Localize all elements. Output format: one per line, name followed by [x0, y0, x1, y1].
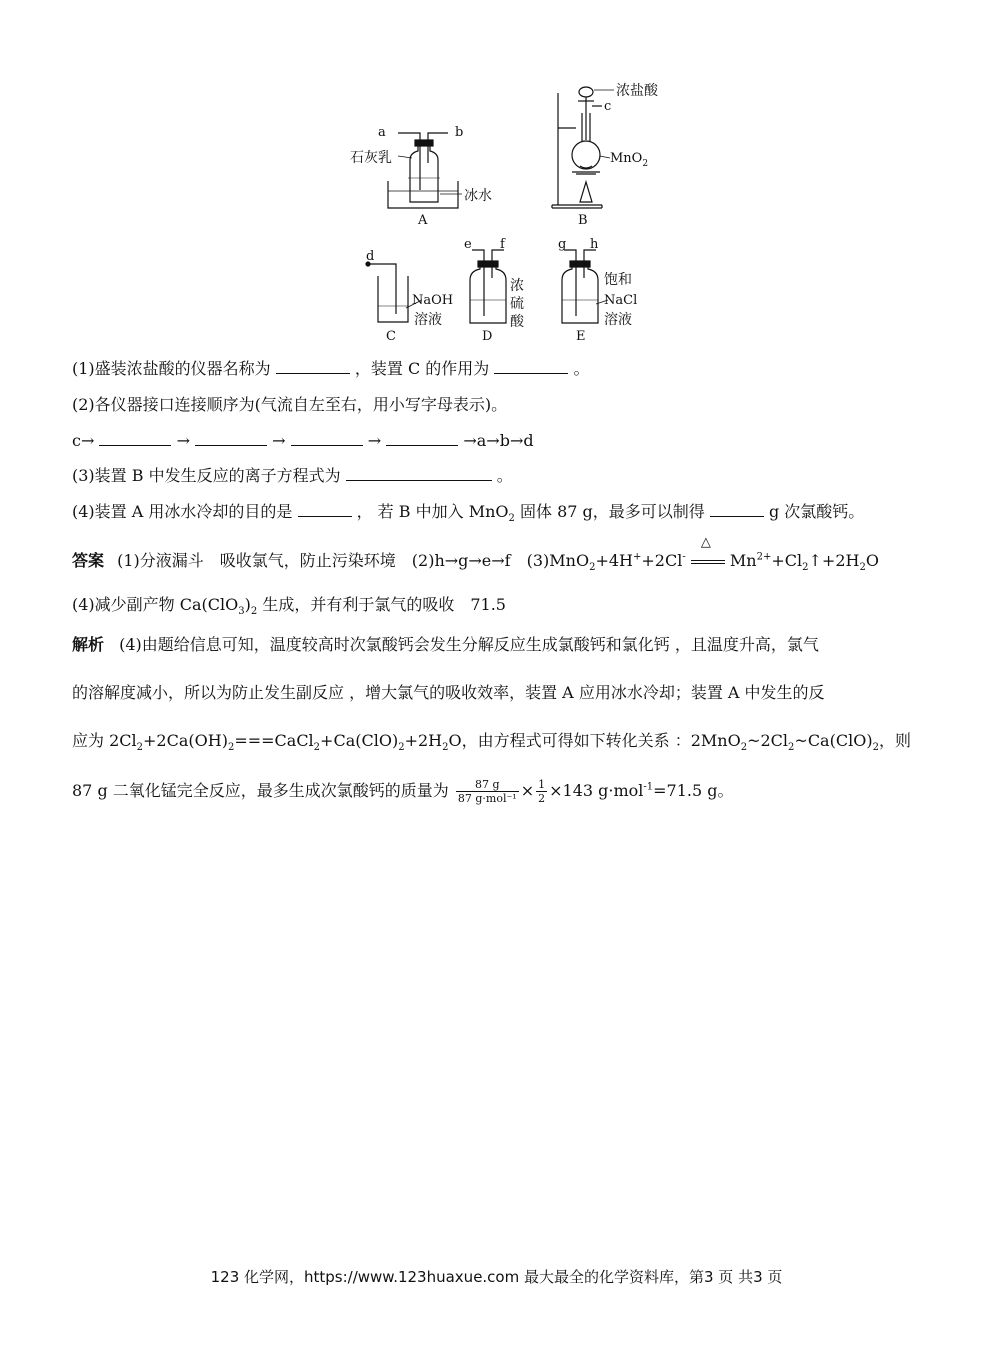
analysis-text-3c: ===CaCl [234, 731, 314, 750]
analysis-line-1 [72, 634, 819, 656]
analysis-text-3f: O，由方程式可得如下转化关系 ：2MnO [448, 731, 741, 750]
q1-text-b: ，装置 C 的作用为 [354, 359, 490, 378]
q1-text-c: 。 [573, 359, 590, 378]
alcohol-lamp [580, 182, 592, 202]
answer-part-4: Mn [729, 551, 757, 570]
label-b-port: b [455, 125, 464, 140]
label-apparatus-b: B [578, 213, 588, 228]
q1-text-a: (1)盛装浓盐酸的仪器名称为 [72, 359, 271, 378]
answer-line-1: 答案 (1)分液漏斗 吸收氯气，防止污染环境 (2)h→g→e→f (3)MnO$_2$+4H++2Cl- △ $Mn^{2+}+Cl_2↑+2H_2O$ [72, 550, 879, 572]
label-h-port: h [590, 237, 599, 252]
heating-equals-sign [691, 535, 725, 572]
answer-part-7: O [865, 551, 879, 570]
label-ice-water: 冰水 [464, 188, 492, 204]
analysis-text-3a: 应为 2Cl [72, 731, 137, 750]
analysis-text-4b: ×143 g·mol [549, 781, 644, 800]
fraction-2-numerator: 1 [538, 778, 546, 791]
answer-line-2: (4)减少副产物 $Ca(ClO_3)_2$ 生成，并有利于氯气的吸收 71.5 [72, 595, 506, 618]
q4-blank-2[interactable] [710, 502, 764, 517]
q2-arrow-2: → [272, 431, 286, 450]
round-flask-b [572, 141, 600, 169]
q2-blank-4[interactable] [386, 431, 458, 446]
label-nacl-2: NaCl [604, 293, 638, 308]
q2-blank-3[interactable] [291, 431, 363, 446]
analysis-text-3b: +2Ca(OH) [143, 731, 228, 750]
q3-text-b: 。 [496, 466, 513, 485]
label-nacl-1: 饱和 [604, 272, 632, 288]
label-naoh: NaOH [412, 293, 454, 308]
page-footer [0, 1266, 993, 1287]
bottle-a [410, 144, 438, 202]
answer-part-5: +Cl [771, 551, 803, 570]
answer-line2-c: 生成，并有利于氯气的吸收 71.5 [262, 595, 506, 614]
fraction-1-numerator: 87 g [456, 778, 519, 792]
answer-part-2: +4H [595, 551, 633, 570]
q4-text-d: g 次氯酸钙。 [768, 502, 865, 521]
bottle-e [562, 264, 598, 323]
analysis-text-3g: ~2Cl [747, 731, 789, 750]
fraction-2-denominator: 2 [538, 792, 546, 805]
analysis-text-2: 的溶解度减小，所以为防止发生副反应 ，增大氯气的吸收效率，装置 A 应用冰水冷却；装置 A 中发生的反 [72, 683, 825, 702]
analysis-text-3i: ，则 [878, 731, 911, 750]
label-d-port: d [366, 249, 375, 264]
label-a-port: a [378, 125, 386, 140]
q4-text-a: (4)装置 A 用冰水冷却的目的是 [72, 502, 293, 521]
q2-text: (2)各仪器接口连接顺序为(气流自左至右，用小写字母表示)。 [72, 395, 508, 414]
analysis-text-3h: ~Ca(ClO) [794, 731, 873, 750]
q2-arrow-1: → [176, 431, 190, 450]
q1-blank-2[interactable] [494, 359, 568, 374]
answer-line2-b: ) [244, 595, 251, 614]
answer-line2-a: (4)减少副产物 Ca(ClO [72, 595, 239, 614]
times-sign: × [520, 781, 535, 800]
q2-end: →a→b→d [463, 431, 534, 450]
q2-start: c→ [72, 431, 95, 450]
question-2-sequence [72, 430, 534, 452]
label-apparatus-a: A [418, 213, 428, 228]
analysis-text-4c: -1 [643, 781, 654, 793]
answer-part-1: (1)分液漏斗 吸收氯气，防止污染环境 (2)h→g→e→f (3)MnO [117, 551, 590, 570]
apparatus-figure [340, 78, 670, 348]
q4-blank-1[interactable] [298, 502, 352, 517]
analysis-line-2 [72, 682, 825, 704]
label-g-port: g [558, 237, 567, 252]
answer-part-3: +2Cl [641, 551, 683, 570]
fraction-1-denominator: 87 g·mol⁻¹ [457, 792, 517, 805]
fraction-one-half [536, 778, 547, 805]
label-apparatus-c: C [386, 329, 396, 344]
label-e-port: e [464, 237, 472, 252]
label-h2so4-3: 酸 [510, 314, 524, 330]
analysis-label: 解析 [72, 635, 105, 654]
analysis-text-4a: 87 g 二氧化锰完全反应，最多生成次氯酸钙的质量为 [72, 781, 449, 800]
question-4 [72, 501, 864, 523]
q4-text-b: ， 若 B 中加入 MnO [356, 502, 509, 521]
label-h2so4-2: 硫 [510, 296, 524, 312]
analysis-line-3: 应为 $2Cl_2+2Ca(OH)_2===CaCl_2+Ca(ClO)_2+2H_2O$，由方程式可得如下转化关系 ：$2MnO_2\sim 2Cl_2\sim Ca(ClO)_2$，则 [72, 731, 911, 754]
label-c-port: c [604, 99, 612, 114]
q1-blank-1[interactable] [276, 359, 350, 374]
label-f-port: f [500, 237, 505, 252]
q2-blank-2[interactable] [195, 431, 267, 446]
analysis-line-4 [72, 776, 734, 806]
heat-triangle: △ [700, 535, 711, 550]
question-2 [72, 394, 507, 416]
analysis-text-3d: +Ca(ClO) [320, 731, 399, 750]
question-3 [72, 465, 513, 487]
answer-part-6: ↑+2H [808, 551, 860, 570]
bottle-d [470, 264, 506, 323]
beaker-c [378, 276, 408, 322]
answer-label: 答案 [72, 551, 105, 570]
q3-text-a: (3)装置 B 中发生反应的离子方程式为 [72, 466, 341, 485]
q3-blank[interactable] [346, 466, 492, 481]
analysis-text-3e: +2H [404, 731, 443, 750]
q4-text-c: 固体 87 g，最多可以制得 [519, 502, 705, 521]
footer-text: 123 化学网，https://www.123huaxue.com 最大最全的化学资料库，第3 页 共3 页 [210, 1268, 783, 1286]
analysis-text-4d: =71.5 g。 [653, 781, 734, 800]
label-apparatus-d: D [482, 329, 493, 344]
q2-blank-1[interactable] [99, 431, 171, 446]
label-mno2: MnO$_2$ [610, 151, 649, 169]
ice-bath-beaker [388, 181, 458, 208]
analysis-text-1: (4)由题给信息可知，温度较高时次氯酸钙会发生分解反应生成氯酸钙和氯化钙 ，且温度升高，氯气 [119, 635, 819, 654]
question-1 [72, 358, 589, 380]
label-nacl-3: 溶液 [604, 312, 632, 328]
label-naoh-solution: 溶液 [414, 312, 442, 328]
label-conc-hcl: 浓盐酸 [616, 83, 658, 99]
q2-arrow-3: → [367, 431, 382, 450]
fraction-mass-over-molar [456, 778, 519, 805]
label-lime-milk: 石灰乳 [350, 150, 392, 166]
q4-sub: 2 [508, 513, 515, 525]
label-apparatus-e: E [576, 329, 586, 344]
apparatus-diagram [340, 78, 670, 348]
label-h2so4-1: 浓 [510, 278, 524, 294]
